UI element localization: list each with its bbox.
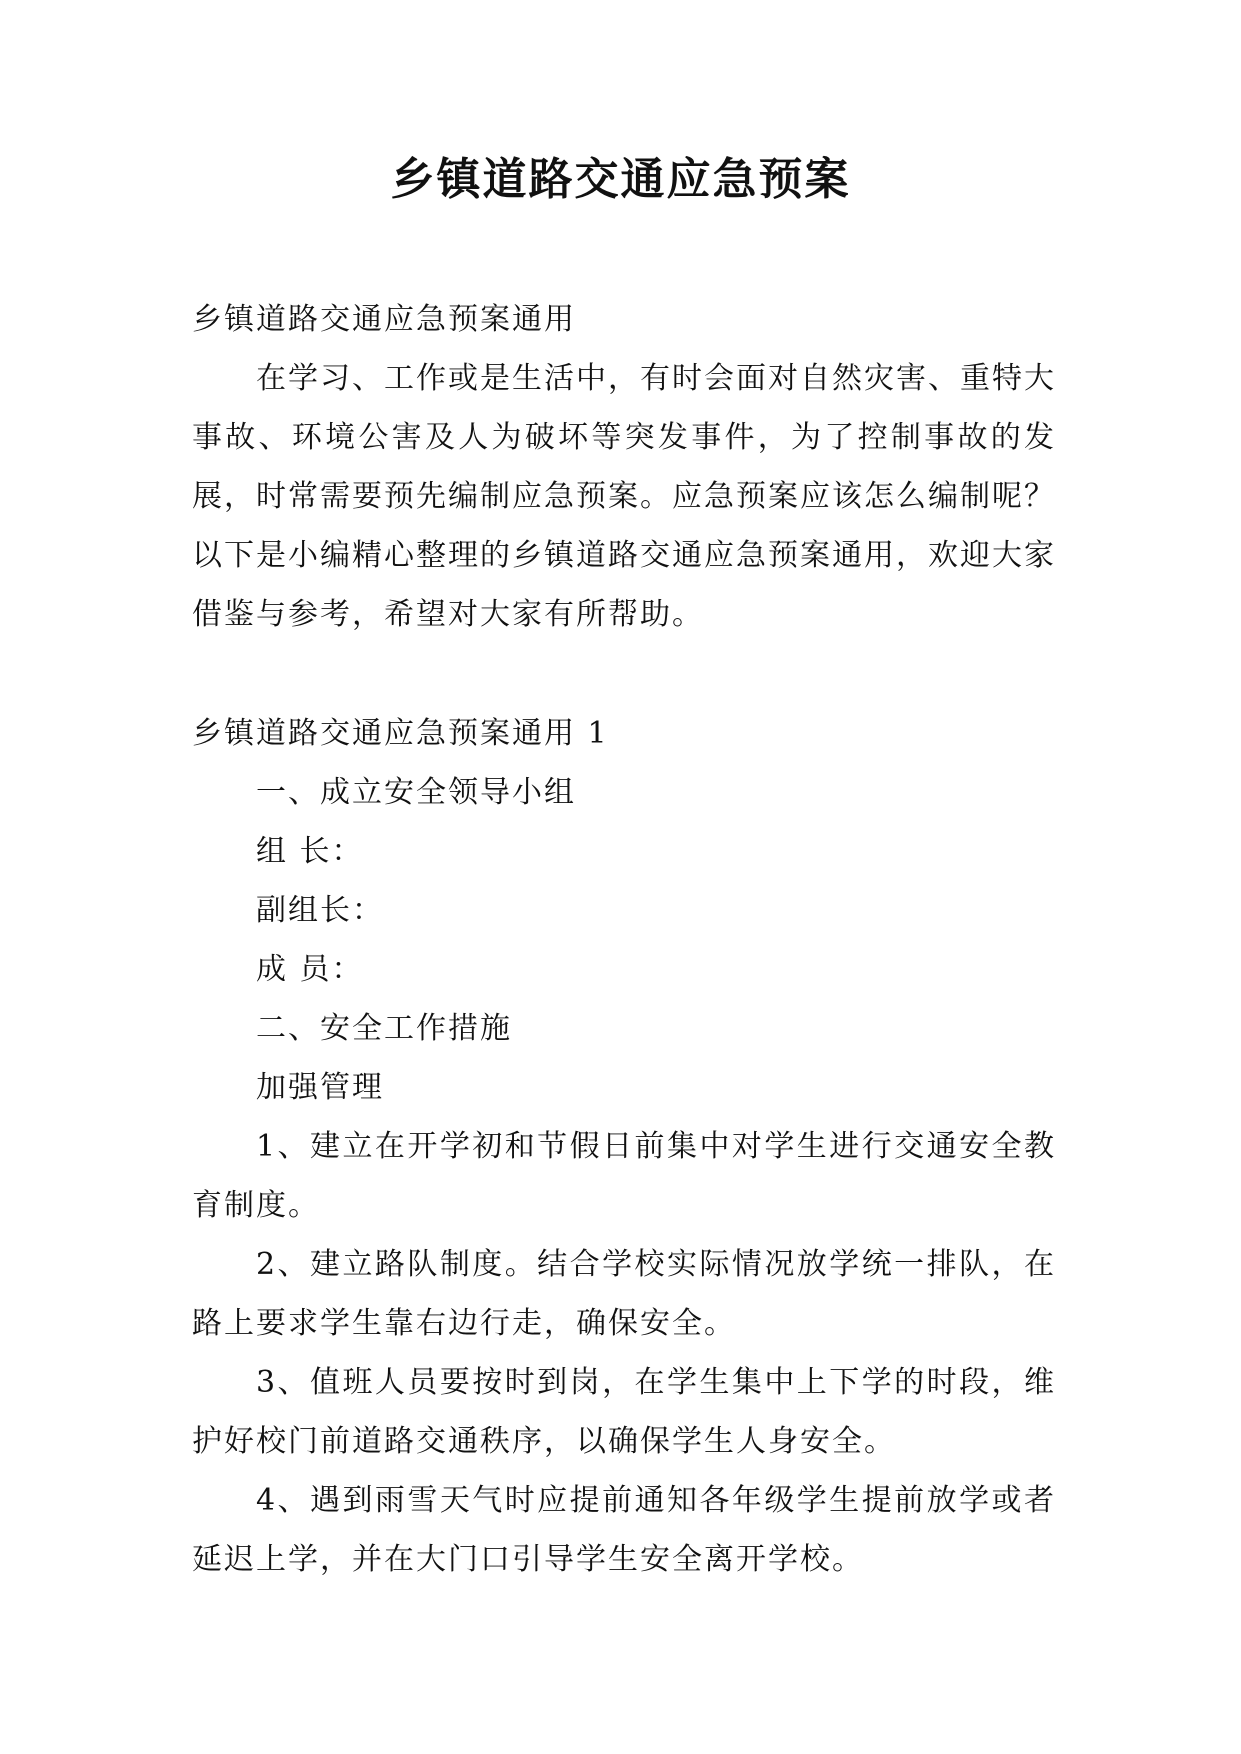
sub-heading-management: 加强管理 <box>256 1070 384 1105</box>
heading-safety-measures: 二、安全工作措施 <box>256 1011 512 1046</box>
section-spacer <box>192 644 1056 704</box>
heading-leadership-group: 一、成立安全领导小组 <box>256 775 576 810</box>
list-item: 3、值班人员要按时到岗，在学生集中上下学的时段，维护好校门前道路交通秩序，以确保学生人身安全。 <box>192 1365 1056 1459</box>
document-subtitle: 乡镇道路交通应急预案通用 <box>192 302 576 337</box>
document-title: 乡镇道路交通应急预案 <box>390 154 851 205</box>
members-line: 成 员： <box>256 952 364 987</box>
document-body <box>192 290 1056 1589</box>
list-item: 2、建立路队制度。结合学校实际情况放学统一排队，在路上要求学生靠右边行走，确保安全。 <box>192 1247 1056 1341</box>
list-item: 1、建立在开学初和节假日前集中对学生进行交通安全教育制度。 <box>192 1129 1056 1223</box>
intro-paragraph: 在学习、工作或是生活中，有时会面对自然灾害、重特大事故、环境公害及人为破坏等突发事件，为了控制事故的发展，时常需要预先编制应急预案。应急预案应该怎么编制呢？以下是小编精心整理的乡镇道路交通应急预案通用，欢迎大家借鉴与参考，希望对大家有所帮助。 <box>192 361 1056 632</box>
list-item: 4、遇到雨雪天气时应提前通知各年级学生提前放学或者延迟上学，并在大门口引导学生安全离开学校。 <box>192 1483 1056 1577</box>
section-title: 乡镇道路交通应急预案通用 1 <box>192 716 609 751</box>
leader-line: 组 长： <box>256 834 364 869</box>
deputy-leader-line: 副组长： <box>256 893 384 928</box>
